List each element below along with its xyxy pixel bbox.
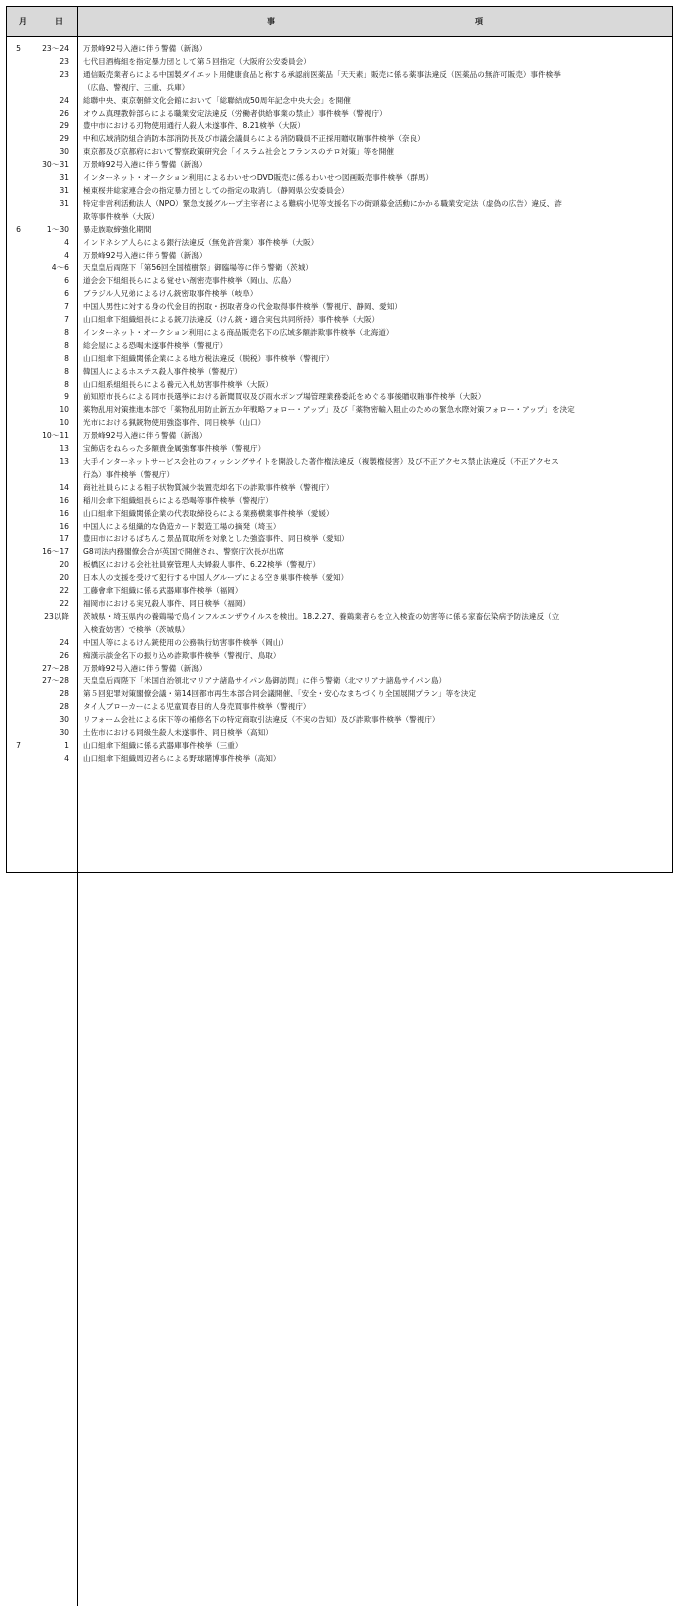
row-month — [7, 327, 21, 340]
row-day: 28 — [59, 702, 69, 712]
row-month — [7, 262, 21, 275]
row-day: 6 — [64, 289, 69, 299]
row-day: 31 — [59, 198, 69, 208]
row-month — [7, 95, 21, 108]
row-day: 8 — [64, 327, 69, 337]
row-day: 23～24 — [42, 44, 69, 53]
row-day: 13 — [59, 457, 69, 466]
row-day: 27～28 — [42, 676, 69, 686]
row-month — [7, 379, 21, 392]
row-event: 韓国人によるホステス殺人事件検挙（警視庁） — [83, 366, 243, 376]
table-row — [7, 456, 672, 469]
row-month: 7 — [16, 740, 21, 750]
table-row — [7, 443, 672, 456]
row-day: 4 — [64, 250, 69, 260]
row-month — [7, 572, 21, 585]
row-day: 6 — [64, 276, 69, 286]
table-row — [7, 314, 672, 327]
row-day: 31 — [59, 185, 69, 195]
table-row — [7, 224, 672, 237]
table-row — [7, 82, 672, 95]
table-row — [7, 611, 672, 624]
table-body — [7, 37, 672, 766]
row-day — [21, 82, 71, 95]
row-month — [7, 211, 21, 224]
row-event: 天皇皇后両陛下「第56回全国植樹祭」御臨場等に伴う警衛（茨城） — [83, 263, 313, 273]
row-month — [7, 663, 21, 676]
row-day: 20 — [59, 573, 69, 583]
row-event: 通信販売業者らによる中国製ダイエット用健康食品と称する承認前医薬品「天天素」販売に係る薬事法違反（医薬品の無許可販売）事件検挙 — [83, 69, 561, 79]
table-row — [7, 366, 672, 379]
row-day: 16 — [59, 521, 69, 531]
table-row — [7, 701, 672, 714]
table-row — [7, 675, 672, 688]
row-month — [7, 508, 21, 521]
row-event: 工藤會傘下組織に係る武器庫事件検挙（福岡） — [83, 586, 243, 596]
table-row — [7, 572, 672, 585]
row-event: 山口組傘下組織組長による銃刀法違反（けん銃・適合実包共同所持）事件検挙（大阪） — [83, 315, 380, 325]
row-day: 23 — [59, 56, 69, 66]
row-day: 30～31 — [42, 160, 69, 170]
row-event: 天皇皇后両陛下「米国自治領北マリアナ諸島サイパン島御訪問」に伴う警衛（北マリアナ諸島サイパン島） — [83, 676, 447, 686]
table-row — [7, 353, 672, 366]
table-row — [7, 495, 672, 508]
row-event: 痴漢示談金名下の振り込め詐欺事件検挙（警視庁、鳥取） — [83, 650, 281, 660]
row-event: 山口組系組組長らによる養元入札妨害事件検挙（大阪） — [83, 379, 273, 389]
row-event: 日本人の支援を受けて犯行する中国人グループによる空き巣事件検挙（愛知） — [83, 573, 349, 583]
table-row — [7, 533, 672, 546]
row-month: 6 — [16, 224, 21, 234]
row-event: 中国人による組織的な偽造カード製造工場の摘発（埼玉） — [83, 521, 281, 531]
row-day: 7 — [64, 302, 69, 312]
table-row — [7, 624, 672, 637]
table-row — [7, 69, 672, 82]
day-header: 日 — [55, 17, 63, 26]
row-event: 第５回犯罪対策閣僚会議・第14回都市再生本部合同会議開催、「安全・安心なまちづくり全国展開プラン」等を決定 — [83, 689, 477, 699]
table-row — [7, 663, 672, 676]
row-day: 31 — [59, 173, 69, 183]
row-month — [7, 340, 21, 353]
table-row — [7, 237, 672, 250]
table-row — [7, 417, 672, 430]
table-row — [7, 508, 672, 521]
table-row — [7, 172, 672, 185]
row-event: 板橋区における会社社員寮管理人夫婦殺人事件、6.22検挙（警視庁） — [83, 560, 321, 570]
row-day — [21, 211, 71, 224]
row-month — [7, 288, 21, 301]
row-month — [7, 353, 21, 366]
row-event: インドネシア人らによる銀行法違反（無免許営業）事件検挙（大阪） — [83, 237, 319, 247]
row-day: 10 — [59, 405, 69, 415]
row-day: 7 — [64, 315, 69, 325]
row-event: （広島、警視庁、三重、兵庫） — [83, 82, 190, 92]
table-row — [7, 740, 672, 753]
row-day: 4～6 — [51, 263, 69, 273]
row-day: 10 — [59, 418, 69, 428]
row-event: オウム真理教幹部らによる職業安定法違反（労働者供給事業の禁止）事件検挙（警視庁） — [83, 108, 387, 118]
row-event: 山口組傘下組織関係企業による地方税法違反（脱税）事件検挙（警視庁） — [83, 353, 334, 363]
row-day: 4 — [64, 753, 69, 763]
table-row — [7, 211, 672, 224]
table-row — [7, 598, 672, 611]
table-row — [7, 275, 672, 288]
row-month — [7, 727, 21, 740]
row-event: 稲川会傘下組織組長らによる恐喝等事件検挙（警視庁） — [83, 495, 273, 505]
table-row — [7, 688, 672, 701]
table-row — [7, 43, 672, 56]
row-day: 22 — [59, 598, 69, 608]
row-month — [7, 82, 21, 95]
table-row — [7, 250, 672, 263]
row-day: 26 — [59, 108, 69, 118]
row-month — [7, 301, 21, 314]
row-event: リフォーム会社による床下等の補修名下の特定商取引法違反（不実の告知）及び詐欺事件検挙（警視庁） — [83, 715, 440, 725]
row-month — [7, 546, 21, 559]
row-event: 商社社員らによる粗子状物質減少装置売却名下の詐欺事件検挙（警視庁） — [83, 482, 334, 492]
row-month — [7, 198, 21, 211]
row-event: 暴走族取締強化期間 — [83, 224, 152, 234]
row-day: 29 — [59, 134, 69, 144]
row-month — [7, 133, 21, 146]
table-row — [7, 198, 672, 211]
row-day: 28 — [59, 689, 69, 699]
row-month — [7, 521, 21, 534]
row-month — [7, 443, 21, 456]
table-row — [7, 146, 672, 159]
row-day: 8 — [64, 340, 69, 350]
table-row — [7, 469, 672, 482]
row-day: 16 — [59, 495, 69, 505]
row-day: 17 — [59, 534, 69, 544]
table-row — [7, 95, 672, 108]
row-event: 山口組傘下組織に係る武器庫事件検挙（三重） — [83, 740, 243, 750]
column-divider — [77, 37, 78, 1606]
table-header — [7, 7, 672, 37]
table-row — [7, 482, 672, 495]
row-event: 土佐市における同級生殺人未遂事件、同日検挙（高知） — [83, 728, 273, 738]
row-event: 中国人男性に対する身の代金目的拐取・拐取者身の代金取得事件検挙（警視庁、静岡、愛知） — [83, 302, 402, 312]
row-day: 22 — [59, 586, 69, 596]
row-day: 13 — [59, 444, 69, 454]
row-month — [7, 482, 21, 495]
month-header: 月 — [19, 17, 27, 26]
table-row — [7, 120, 672, 133]
row-event: 中和広域消防組合消防本部消防長及び市議会議員らによる消防職員不正採用贈収賄事件検挙（奈良） — [83, 134, 425, 144]
row-event: 万景峰92号入港に伴う警備（新潟） — [83, 663, 207, 673]
table-row — [7, 521, 672, 534]
chronology-table — [6, 6, 673, 873]
row-event: 極東桜井総家連合会の指定暴力団としての指定の取消し（静岡県公安委員会） — [83, 185, 349, 195]
row-event: ブラジル人兄弟によるけん銃密取事件検挙（岐阜） — [83, 289, 258, 299]
table-row — [7, 262, 672, 275]
row-month — [7, 172, 21, 185]
row-day: 24 — [59, 95, 69, 105]
row-day: 1～30 — [46, 224, 69, 234]
row-event: 中国人等によるけん銃使用の公務執行妨害事件検挙（岡山） — [83, 637, 289, 647]
row-month — [7, 533, 21, 546]
row-event: G8司法内務閣僚会合が英国で開催され、警察庁次長が出席 — [83, 547, 285, 557]
row-event: 万景峰92号入港に伴う警備（新潟） — [83, 160, 207, 170]
row-event: 大手インターネットサービス会社のフィッシングサイトを開設した著作権法違反（複製権侵害）及び不正アクセス禁止法違反（不正アクセス — [83, 457, 559, 466]
table-row — [7, 430, 672, 443]
row-day: 8 — [64, 353, 69, 363]
row-day: 26 — [59, 650, 69, 660]
row-day: 8 — [64, 366, 69, 376]
row-month — [7, 675, 21, 688]
row-day: 1 — [64, 740, 69, 750]
row-day — [21, 624, 71, 637]
row-event: 薬物乱用対策推進本部で「薬物乱用防止新五か年戦略フォロー・アップ」及び「薬物密輸入阻止のための緊急水際対策フォロー・アップ」を決定 — [83, 405, 575, 415]
table-row — [7, 637, 672, 650]
row-event: 山口組傘下組織周辺者らによる野球賭博事件検挙（高知） — [83, 753, 281, 763]
row-month — [7, 559, 21, 572]
row-event: 万景峰92号入港に伴う警備（新潟） — [83, 431, 207, 441]
table-row — [7, 301, 672, 314]
row-month — [7, 650, 21, 663]
row-day: 16～17 — [42, 547, 69, 557]
date-header — [7, 7, 78, 36]
table-row — [7, 340, 672, 353]
row-month — [7, 456, 21, 469]
table-row — [7, 546, 672, 559]
row-event: 山口組傘下組織関係企業の代表取締役らによる業務横業事件検挙（愛媛） — [83, 508, 334, 518]
row-day: 14 — [59, 482, 69, 492]
row-month — [7, 495, 21, 508]
row-month — [7, 69, 21, 82]
table-row — [7, 650, 672, 663]
row-event: 万景峰92号入港に伴う警備（新潟） — [83, 250, 207, 260]
table-row — [7, 108, 672, 121]
table-row — [7, 727, 672, 740]
row-day: 23 — [59, 69, 69, 79]
row-event: 特定非営利活動法人（NPO）緊急支援グループ主宰者による難病小児等支援名下の街頭募金活動にかかる職業安定法（虚偽の広告）違反、詐 — [83, 198, 562, 208]
row-month — [7, 185, 21, 198]
table-row — [7, 56, 672, 69]
row-event: 七代目酒梅組を指定暴力団として第５回指定（大阪府公安委員会） — [83, 56, 311, 66]
table-row — [7, 133, 672, 146]
row-event: 欺等事件検挙（大阪） — [83, 211, 159, 221]
row-day: 4 — [64, 237, 69, 247]
row-month — [7, 56, 21, 69]
row-event: インターネット・オークション利用によるわいせつDVD販売に係るわいせつ図画販売事件検挙（群馬） — [83, 173, 434, 183]
row-day: 16 — [59, 508, 69, 518]
table-row — [7, 391, 672, 404]
row-month — [7, 637, 21, 650]
row-day: 30 — [59, 147, 69, 157]
row-day: 24 — [59, 637, 69, 647]
row-month — [7, 701, 21, 714]
row-month — [7, 146, 21, 159]
row-month — [7, 237, 21, 250]
row-month — [7, 108, 21, 121]
row-month — [7, 250, 21, 263]
row-month — [7, 585, 21, 598]
row-month — [7, 598, 21, 611]
table-row — [7, 559, 672, 572]
row-event: 豊田市におけるぱちんこ景品買取所を対象とした強盗事件、同日検挙（愛知） — [83, 534, 349, 544]
row-event: タイ人ブローカーによる児童買春目的人身売買事件検挙（警視庁） — [83, 702, 311, 712]
row-event: 総会屋による恐喝未遂事件検挙（警視庁） — [83, 340, 228, 350]
row-day: 29 — [59, 121, 69, 131]
table-row — [7, 327, 672, 340]
row-month — [7, 611, 21, 624]
row-month — [7, 753, 21, 766]
table-row — [7, 585, 672, 598]
table-row — [7, 288, 672, 301]
row-event: 福岡市における実兄殺人事件、同日検挙（福岡） — [83, 598, 251, 608]
row-day: 8 — [64, 379, 69, 389]
row-event: 豊中市における刃物使用通行人殺人未遂事件、8.21検挙（大阪） — [83, 121, 305, 131]
row-day: 30 — [59, 715, 69, 725]
table-row — [7, 159, 672, 172]
row-event: 茨城県・埼玉県内の養鶏場で鳥インフルエンザウイルスを検出。18.2.27、養鶏業者らを立入検査の妨害等に係る家畜伝染病予防法違反（立 — [83, 611, 560, 621]
table-row — [7, 714, 672, 727]
item-header — [78, 7, 672, 36]
row-day: 27～28 — [42, 663, 69, 673]
row-event: 総聯中央、東京朝鮮文化会館において「総聯結成50周年記念中央大会」を開催 — [83, 95, 351, 105]
row-day: 30 — [59, 728, 69, 738]
row-day — [21, 469, 71, 482]
row-month — [7, 404, 21, 417]
row-event: 東京都及び京都府において警察政策研究会「イスラム社会とフランスのテロ対策」等を開催 — [83, 147, 394, 157]
row-event: 宝飾店をねらった多額貴金属強奪事件検挙（警視庁） — [83, 444, 266, 454]
row-event: 前知原市長らによる同市長選挙における新聞買収及び雨水ポンプ場管理業務委託をめぐる事後贈収賄事件検挙（大阪） — [83, 392, 486, 402]
row-event: 入検査妨害）で検挙（茨城県） — [83, 624, 190, 634]
row-month — [7, 275, 21, 288]
row-month — [7, 688, 21, 701]
table-row — [7, 185, 672, 198]
row-event: 万景峰92号入港に伴う警備（新潟） — [83, 44, 207, 53]
row-month — [7, 366, 21, 379]
row-month — [7, 469, 21, 482]
row-month — [7, 391, 21, 404]
table-row — [7, 379, 672, 392]
row-day: 23以降 — [44, 611, 69, 621]
item-header-char-1: 事 — [267, 17, 275, 26]
row-month — [7, 430, 21, 443]
row-month: 5 — [16, 44, 21, 53]
table-row — [7, 753, 672, 766]
row-event: インターネット・オークション利用による商品販売名下の広域多額詐欺事件検挙（北海道） — [83, 327, 394, 337]
row-day: 10～11 — [42, 431, 69, 441]
table-row — [7, 404, 672, 417]
row-month — [7, 159, 21, 172]
row-event: 行為）事件検挙（警視庁） — [83, 469, 175, 479]
row-month — [7, 314, 21, 327]
row-day: 9 — [64, 392, 69, 402]
row-month — [7, 120, 21, 133]
row-day: 20 — [59, 560, 69, 570]
item-header-char-2: 項 — [475, 17, 483, 26]
row-event: 光市における猟銃物使用強盗事件、同日検挙（山口） — [83, 418, 266, 428]
row-month — [7, 714, 21, 727]
row-month — [7, 417, 21, 430]
row-event: 道会会下組組長らによる覚せい剤密売事件検挙（岡山、広島） — [83, 276, 296, 286]
row-month — [7, 624, 21, 637]
